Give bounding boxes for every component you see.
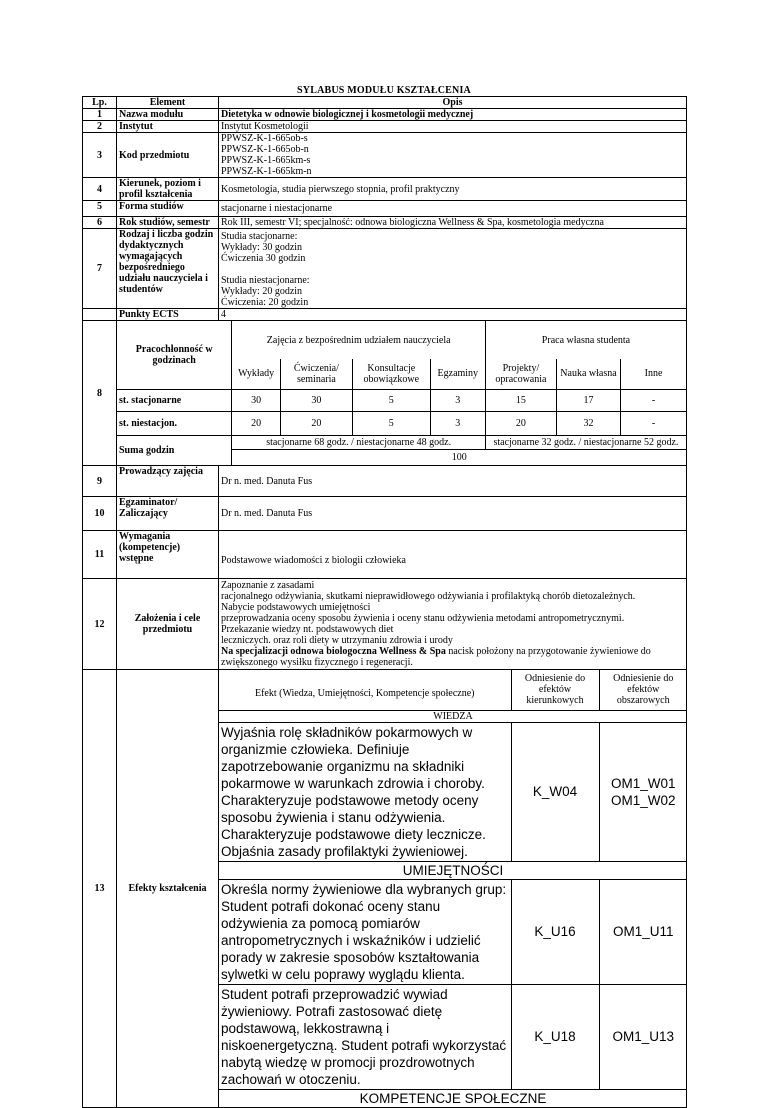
effect-kier-code: K_U18 — [511, 984, 599, 1089]
hours-value — [219, 229, 687, 309]
effect-description: Określa normy żywieniowe dla wybranych grup: Student potrafi dokonać oceny stanu odżywienia za pomocą pomiarów antropometrycznych i wskaźników i udzielić porady w zakresie sposobów kształtowania sylwetki w celu poprawy wyglądu klienta. — [219, 879, 511, 984]
row-label: Instytut — [117, 121, 219, 133]
row-number: 10 — [83, 497, 117, 531]
cell-value: 5 — [352, 389, 430, 411]
sum-label: Suma godzin — [117, 435, 232, 465]
effect-kier-code: K_W04 — [511, 722, 599, 861]
objective-line: Przekazanie wiedzy nt. podstawowych diet — [221, 624, 394, 635]
row-kierunek — [83, 178, 687, 201]
row-label: st. stacjonarne — [117, 389, 232, 411]
row-label: Prowadzący zajęcia — [117, 466, 219, 497]
cell-value: 30 — [280, 389, 352, 411]
row-label: Punkty ECTS — [117, 309, 219, 321]
hours-line: Ćwiczenia 30 godzin — [221, 253, 306, 264]
cell-value: 32 — [556, 411, 620, 435]
cell-value: - — [621, 411, 686, 435]
section-title-umiejetnosci: UMIEJĘTNOŚCI — [219, 861, 687, 879]
row-label: Efekty kształcenia — [117, 670, 219, 1108]
row-number: 4 — [83, 178, 117, 201]
specialization-emphasis: Na specjalizacji odnowa biologoczna Wellness & Spa — [221, 646, 446, 657]
row-number-empty — [83, 309, 117, 321]
row-number: 6 — [83, 217, 117, 229]
row-subtotals — [117, 435, 686, 449]
objective-line — [221, 646, 684, 657]
effects-header — [219, 670, 687, 710]
row-godziny — [83, 229, 687, 309]
cell-value: 20 — [485, 411, 556, 435]
effect-obsz-code: OM1_U11 — [599, 879, 687, 984]
row-label: Kierunek, poziom i profil kształcenia — [117, 178, 219, 201]
effect-obsz-codes — [599, 722, 687, 861]
row-number: 5 — [83, 201, 117, 217]
col-header: Nauka własna — [556, 359, 620, 389]
row-number: 3 — [83, 133, 117, 178]
cell-value: 3 — [430, 389, 485, 411]
workload-group-header — [117, 321, 686, 359]
lecturer-value: Dr n. med. Danuta Fus — [219, 466, 687, 497]
section-kompetencje — [219, 1089, 687, 1107]
module-name: Dietetyka w odnowie biologicznej i kosmetologii medycznej — [219, 109, 687, 121]
row-wymagania — [83, 531, 687, 579]
row-label: Nazwa modułu — [117, 109, 219, 121]
effects-header-efekt: Efekt (Wiedza, Umiejętności, Kompetencje społeczne) — [254, 687, 475, 699]
row-label: Rok studiów, semestr — [117, 217, 219, 229]
objective-line: Zapoznanie z zasadami — [221, 580, 315, 591]
syllabus-table — [82, 96, 687, 1108]
header-lp: Lp. — [83, 97, 117, 109]
row-number: 8 — [83, 321, 117, 466]
row-number: 11 — [83, 531, 117, 579]
hours-line: Ćwiczenia: 20 godzin — [221, 297, 309, 308]
year-value: Rok III, semestr VI; specjalność: odnowa biologiczna Wellness & Spa, kosmetologia medyczna — [219, 217, 687, 229]
row-label: Rodzaj i liczba godzin dydaktycznych wymagających bezpośredniego udziału nauczyciela i studentów — [117, 229, 219, 309]
row-label: Egzaminator/ Zaliczający — [117, 497, 219, 531]
workload-cell — [117, 321, 687, 466]
row-forma-studiow — [83, 201, 687, 217]
effect-description: Wyjaśnia rolę składników pokarmowych w organizmie człowieka. Definiuje zapotrzebowanie organizmu na składniki pokarmowe w warunkach zdrowia i choroby. Charakteryzuje podstawowe metody oceny sposobu żywienia i stanu odżywienia. Charakteryzuje podstawowe diety lecznicze. Objaśnia zasady profilaktyki żywieniowej. — [219, 722, 511, 861]
institute-value: Instytut Kosmetologii — [219, 121, 687, 133]
effects-header-obsz: Odniesienie do efektów obszarowych — [599, 670, 687, 710]
section-wiedza — [219, 710, 687, 722]
row-kod-przedmiotu — [83, 133, 687, 178]
cell-value: 17 — [556, 389, 620, 411]
row-nazwa-modulu — [83, 109, 687, 121]
row-rok-studiow — [83, 217, 687, 229]
field-value: Kosmetologia, studia pierwszego stopnia, profil praktyczny — [219, 178, 687, 201]
effect-u18 — [219, 984, 687, 1089]
row-label: Kod przedmiotu — [117, 133, 219, 178]
objective-line: leczniczych. oraz roli diety w utrzymaniu zdrowia i urody — [221, 635, 453, 646]
requirements-value: Podstawowe wiadomości z biologii człowieka — [219, 531, 687, 579]
row-label: Wymagania (kompetencje) wstępne — [117, 531, 219, 579]
header-element: Element — [117, 97, 219, 109]
course-code: PPWSZ-K-1-665km-n — [221, 166, 312, 177]
total-hours: 100 — [232, 449, 686, 465]
row-number: 2 — [83, 121, 117, 133]
row-label: Forma studiów — [117, 201, 219, 217]
spacer — [221, 264, 684, 275]
group-self-study: Praca własna studenta — [485, 321, 686, 359]
objective-text: nacisk położony na przygotowanie żywieniowe do — [445, 646, 651, 657]
row-number: 1 — [83, 109, 117, 121]
workload-label: Pracochłonność w godzinach — [135, 343, 213, 366]
effect-obsz-code: OM1_W02 — [610, 792, 676, 808]
objective-line: Nabycie podstawowych umiejętności — [221, 602, 371, 613]
effect-obsz-code: OM1_W01 — [610, 775, 676, 791]
col-header: Egzaminy — [430, 359, 485, 389]
row-number: 12 — [83, 579, 117, 670]
row-number: 9 — [83, 466, 117, 497]
course-code: PPWSZ-K-1-665ob-s — [221, 133, 308, 144]
row-niestacjonarne — [117, 411, 686, 435]
examiner-value: Dr n. med. Danuta Fus — [219, 497, 687, 531]
col-header: Projekty/ opracowania — [485, 359, 556, 389]
row-stacjonarne — [117, 389, 686, 411]
row-number: 7 — [83, 229, 117, 309]
workload-table — [117, 321, 686, 465]
effects-cell — [219, 670, 687, 1108]
effect-description: Student potrafi przeprowadzić wywiad żywieniowy. Potrafi zastosować dietę podstawową, lekkostrawną i niskoenergetyczną. Student potrafi wykorzystać nabytą wiedzę w promocji prozdrowotnych zachowań w otoczeniu. — [219, 984, 511, 1089]
col-header: Inne — [621, 359, 686, 389]
hours-line: Wykłady: 30 godzin — [221, 242, 303, 253]
course-code: PPWSZ-K-1-665km-s — [221, 155, 311, 166]
course-code: PPWSZ-K-1-665ob-n — [221, 144, 309, 155]
objective-line: racjonalnego odżywiania, skutkami nieprawidłowego odżywiania i profilaktyką chorób dietozależnych. — [221, 591, 636, 602]
col-header: Ćwiczenia/ seminaria — [280, 359, 352, 389]
hours-line: Studia stacjonarne: — [221, 231, 298, 242]
subtotal-teacher: stacjonarne 68 godz. / niestacjonarne 48 godz. — [232, 435, 486, 449]
effect-obsz-code: OM1_U13 — [599, 984, 687, 1089]
row-ects — [83, 309, 687, 321]
row-zalozenia — [83, 579, 687, 670]
effects-table — [219, 670, 687, 1107]
objectives-value — [219, 579, 687, 670]
row-label: Założenia i cele przedmiotu — [117, 579, 219, 670]
section-umiejetnosci — [219, 861, 687, 879]
header-row — [83, 97, 687, 109]
cell-value: 20 — [280, 411, 352, 435]
study-form-value: stacjonarne i niestacjonarne — [219, 201, 687, 217]
cell-value: 20 — [232, 411, 280, 435]
section-title-wiedza: WIEDZA — [219, 710, 687, 722]
cell-value: 3 — [430, 411, 485, 435]
subtotal-self: stacjonarne 32 godz. / niestacjonarne 52 godz. — [485, 435, 686, 449]
cell-value: 5 — [352, 411, 430, 435]
row-instytut — [83, 121, 687, 133]
row-efekty — [83, 670, 687, 1108]
section-title-kompetencje: KOMPETENCJE SPOŁECZNE — [219, 1089, 687, 1107]
header-opis: Opis — [219, 97, 687, 109]
row-label: st. niestacjon. — [117, 411, 232, 435]
effect-u16 — [219, 879, 687, 984]
col-header: Wykłady — [232, 359, 280, 389]
col-header: Konsultacje obowiązkowe — [352, 359, 430, 389]
row-number: 13 — [83, 670, 117, 1108]
cell-value: - — [621, 389, 686, 411]
objective-line: przeprowadzania oceny sposobu żywienia i oceny stanu odżywienia metodami antropometrycznymi. — [221, 613, 625, 624]
document-title: SYLABUS MODUŁU KSZTAŁCENIA — [297, 85, 471, 96]
objective-line: zwiększonego wysiłku fizycznego i regeneracji. — [221, 657, 413, 668]
row-egzaminator — [83, 497, 687, 531]
course-codes — [219, 133, 687, 178]
hours-line: Wykłady: 20 godzin — [221, 286, 303, 297]
cell-value: 30 — [232, 389, 280, 411]
cell-value: 15 — [485, 389, 556, 411]
ects-value: 4 — [219, 309, 687, 321]
group-teacher: Zajęcia z bezpośrednim udziałem nauczyciela — [232, 321, 486, 359]
row-pracochlonnosc — [83, 321, 687, 466]
row-prowadzacy — [83, 466, 687, 497]
effects-header-kier: Odniesienie do efektów kierunkowych — [511, 670, 599, 710]
effect-wiedza — [219, 722, 687, 861]
hours-line: Studia niestacjonarne: — [221, 275, 310, 286]
effect-kier-code: K_U16 — [511, 879, 599, 984]
